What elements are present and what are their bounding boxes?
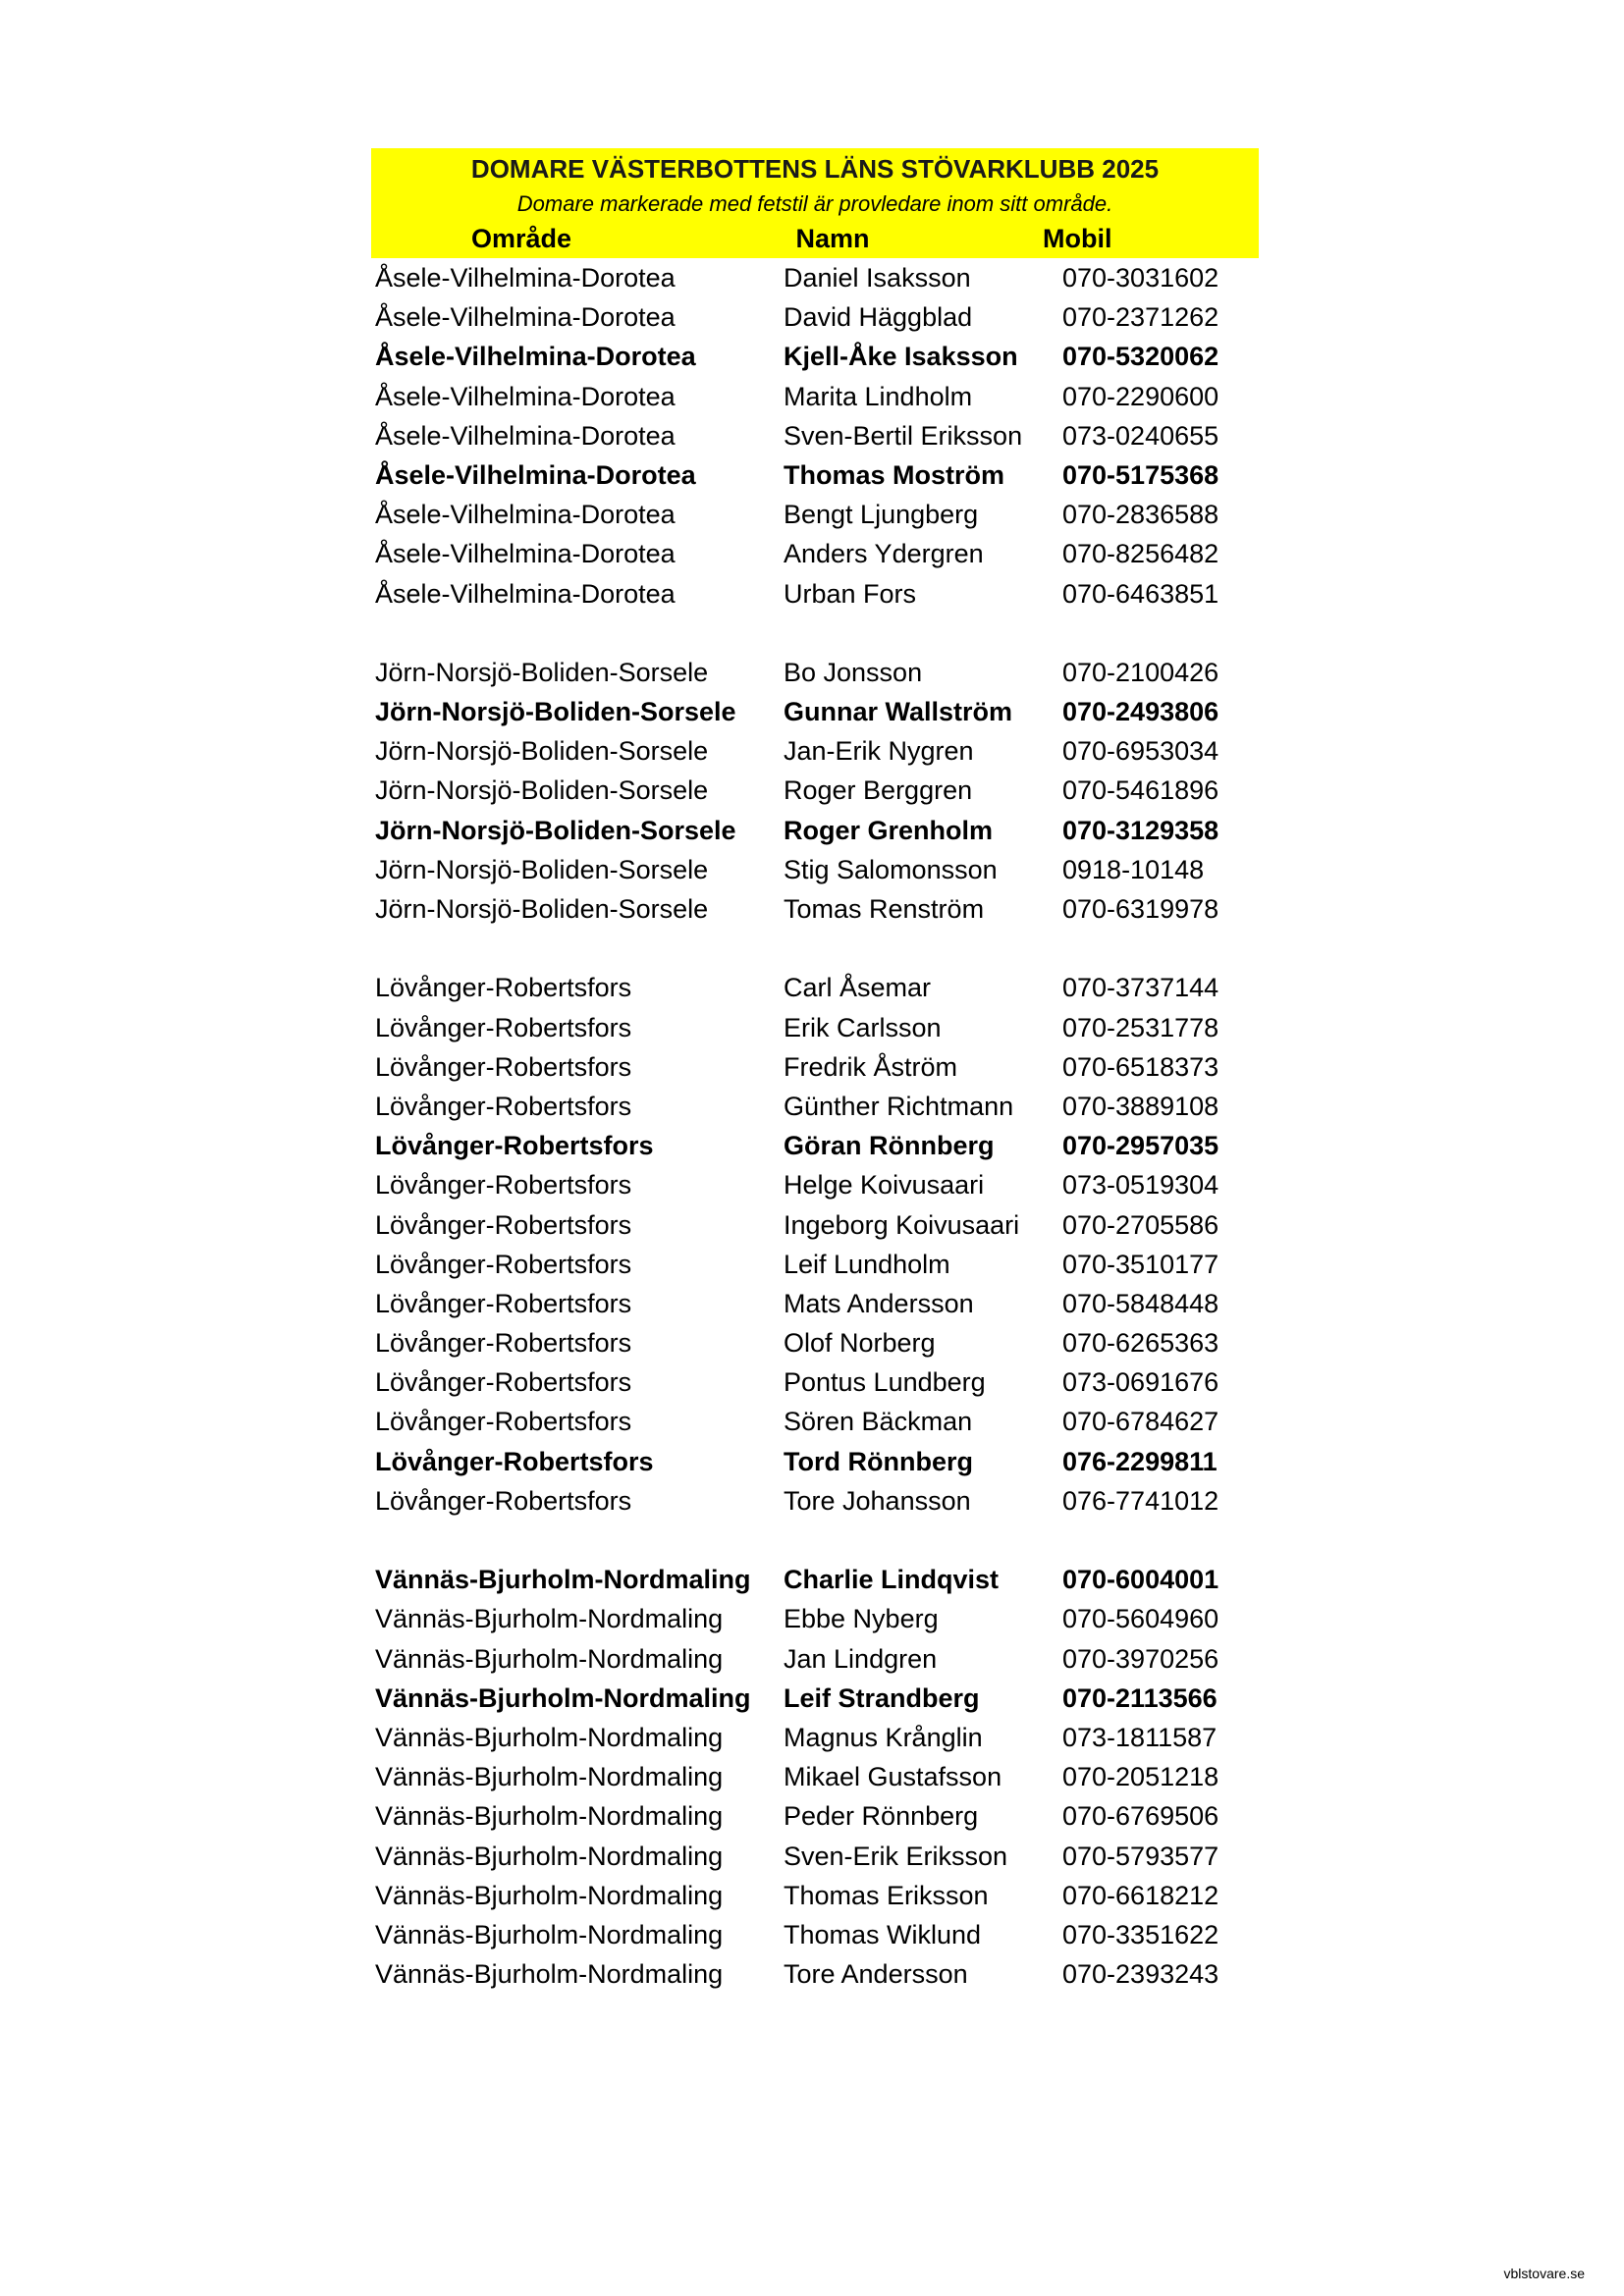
table-row bbox=[371, 1284, 1259, 1323]
name-cell: Gunnar Wallström bbox=[784, 697, 1013, 727]
area-cell: Jörn-Norsjö-Boliden-Sorsele bbox=[375, 657, 709, 687]
table-row bbox=[371, 1639, 1259, 1679]
table-row bbox=[371, 1245, 1259, 1284]
name-cell: Kjell-Åke Isaksson bbox=[784, 342, 1018, 372]
table-row bbox=[371, 771, 1259, 810]
area-cell: Åsele-Vilhelmina-Dorotea bbox=[375, 459, 696, 490]
judges-sheet bbox=[371, 148, 1259, 1994]
area-cell: Åsele-Vilhelmina-Dorotea bbox=[375, 263, 676, 293]
phone-cell: 070-6953034 bbox=[1062, 736, 1219, 767]
name-cell: Tord Rönnberg bbox=[784, 1446, 973, 1476]
name-cell: Leif Strandberg bbox=[784, 1682, 980, 1713]
group-separator bbox=[371, 614, 1259, 653]
table-row bbox=[371, 416, 1259, 455]
name-cell: Magnus Krånglin bbox=[784, 1722, 983, 1752]
phone-cell: 073-0691676 bbox=[1062, 1367, 1219, 1398]
phone-cell: 070-2836588 bbox=[1062, 500, 1219, 530]
area-cell: Vännäs-Bjurholm-Nordmaling bbox=[375, 1919, 724, 1949]
phone-cell: 070-6518373 bbox=[1062, 1051, 1219, 1082]
name-cell: Stig Salomonsson bbox=[784, 854, 998, 884]
group-separator bbox=[371, 929, 1259, 968]
table-row bbox=[371, 1323, 1259, 1362]
phone-cell: 070-5604960 bbox=[1062, 1604, 1219, 1634]
name-cell: Ebbe Nyberg bbox=[784, 1604, 939, 1634]
judges-table bbox=[371, 258, 1259, 1994]
name-cell: Bengt Ljungberg bbox=[784, 500, 979, 530]
table-row bbox=[371, 1679, 1259, 1718]
group-separator bbox=[371, 1521, 1259, 1560]
phone-cell: 070-6319978 bbox=[1062, 894, 1219, 924]
name-cell: Thomas Wiklund bbox=[784, 1919, 982, 1949]
name-cell: Tomas Renström bbox=[784, 894, 985, 924]
phone-cell: 070-2705586 bbox=[1062, 1209, 1219, 1240]
area-cell: Vännäs-Bjurholm-Nordmaling bbox=[375, 1604, 724, 1634]
phone-cell: 070-3737144 bbox=[1062, 973, 1219, 1003]
name-cell: Helge Koivusaari bbox=[784, 1170, 985, 1201]
name-cell: Erik Carlsson bbox=[784, 1012, 942, 1042]
name-cell: Jan Lindgren bbox=[784, 1643, 938, 1674]
name-cell: Göran Rönnberg bbox=[784, 1131, 995, 1161]
area-cell: Lövånger-Robertsfors bbox=[375, 1170, 632, 1201]
table-row bbox=[371, 1876, 1259, 1915]
area-cell: Lövånger-Robertsfors bbox=[375, 1407, 632, 1437]
phone-cell: 070-5175368 bbox=[1062, 459, 1219, 490]
area-cell: Lövånger-Robertsfors bbox=[375, 1446, 654, 1476]
area-cell: Jörn-Norsjö-Boliden-Sorsele bbox=[375, 697, 736, 727]
phone-cell: 070-8256482 bbox=[1062, 539, 1219, 569]
column-header-name: Namn bbox=[795, 224, 870, 253]
table-row bbox=[371, 1008, 1259, 1047]
name-cell: Marita Lindholm bbox=[784, 381, 973, 411]
area-cell: Åsele-Vilhelmina-Dorotea bbox=[375, 302, 676, 333]
area-cell: Lövånger-Robertsfors bbox=[375, 1288, 632, 1318]
phone-cell: 070-2100426 bbox=[1062, 657, 1219, 687]
phone-cell: 076-7741012 bbox=[1062, 1485, 1219, 1516]
name-cell: Fredrik Åström bbox=[784, 1051, 958, 1082]
area-cell: Åsele-Vilhelmina-Dorotea bbox=[375, 539, 676, 569]
area-cell: Jörn-Norsjö-Boliden-Sorsele bbox=[375, 775, 709, 806]
phone-cell: 070-2371262 bbox=[1062, 302, 1219, 333]
area-cell: Jörn-Norsjö-Boliden-Sorsele bbox=[375, 815, 736, 845]
name-cell: Sven-Bertil Eriksson bbox=[784, 420, 1023, 451]
name-cell: Mikael Gustafsson bbox=[784, 1762, 1002, 1792]
table-row bbox=[371, 337, 1259, 376]
area-cell: Lövånger-Robertsfors bbox=[375, 1209, 632, 1240]
phone-cell: 070-6769506 bbox=[1062, 1801, 1219, 1832]
table-row bbox=[371, 1837, 1259, 1876]
phone-cell: 070-2113566 bbox=[1062, 1682, 1218, 1713]
phone-cell: 070-3129358 bbox=[1062, 815, 1219, 845]
name-cell: Sören Bäckman bbox=[784, 1407, 973, 1437]
header-banner bbox=[371, 148, 1259, 258]
phone-cell: 070-2290600 bbox=[1062, 381, 1219, 411]
area-cell: Åsele-Vilhelmina-Dorotea bbox=[375, 420, 676, 451]
area-cell: Lövånger-Robertsfors bbox=[375, 1485, 632, 1516]
phone-cell: 070-5793577 bbox=[1062, 1841, 1219, 1871]
phone-cell: 070-5461896 bbox=[1062, 775, 1219, 806]
table-row bbox=[371, 653, 1259, 692]
phone-cell: 070-2957035 bbox=[1062, 1131, 1219, 1161]
table-row bbox=[371, 574, 1259, 614]
phone-cell: 073-0519304 bbox=[1062, 1170, 1219, 1201]
area-cell: Vännäs-Bjurholm-Nordmaling bbox=[375, 1801, 724, 1832]
table-row bbox=[371, 1560, 1259, 1599]
name-cell: Daniel Isaksson bbox=[784, 263, 971, 293]
table-row bbox=[371, 1126, 1259, 1165]
name-cell: Roger Berggren bbox=[784, 775, 973, 806]
phone-cell: 070-3351622 bbox=[1062, 1919, 1219, 1949]
area-cell: Lövånger-Robertsfors bbox=[375, 1012, 632, 1042]
phone-cell: 0918-10148 bbox=[1062, 854, 1205, 884]
table-row bbox=[371, 495, 1259, 534]
name-cell: Olof Norberg bbox=[784, 1328, 936, 1359]
table-row bbox=[371, 1442, 1259, 1481]
phone-cell: 070-6265363 bbox=[1062, 1328, 1219, 1359]
column-header-area: Område bbox=[470, 224, 572, 253]
column-header-phone: Mobil bbox=[1043, 224, 1112, 253]
name-cell: David Häggblad bbox=[784, 302, 973, 333]
area-cell: Vännäs-Bjurholm-Nordmaling bbox=[375, 1565, 751, 1595]
phone-cell: 070-3031602 bbox=[1062, 263, 1219, 293]
name-cell: Anders Ydergren bbox=[784, 539, 984, 569]
name-cell: Roger Grenholm bbox=[784, 815, 994, 845]
area-cell: Vännäs-Bjurholm-Nordmaling bbox=[375, 1722, 724, 1752]
table-row bbox=[371, 731, 1259, 771]
area-cell: Vännäs-Bjurholm-Nordmaling bbox=[375, 1841, 724, 1871]
table-row bbox=[371, 258, 1259, 297]
area-cell: Åsele-Vilhelmina-Dorotea bbox=[375, 381, 676, 411]
area-cell: Lövånger-Robertsfors bbox=[375, 1051, 632, 1082]
site-footer: vblstovare.se bbox=[1503, 2266, 1585, 2281]
table-row bbox=[371, 1796, 1259, 1836]
table-row bbox=[371, 377, 1259, 416]
name-cell: Peder Rönnberg bbox=[784, 1801, 979, 1832]
table-row bbox=[371, 1402, 1259, 1441]
area-cell: Lövånger-Robertsfors bbox=[375, 1249, 632, 1279]
name-cell: Urban Fors bbox=[784, 578, 917, 609]
name-cell: Thomas Moström bbox=[784, 459, 1005, 490]
table-row bbox=[371, 1599, 1259, 1638]
phone-cell: 070-2493806 bbox=[1062, 697, 1219, 727]
name-cell: Thomas Eriksson bbox=[784, 1880, 989, 1910]
phone-cell: 073-0240655 bbox=[1062, 420, 1219, 451]
phone-cell: 070-6463851 bbox=[1062, 578, 1219, 609]
phone-cell: 070-5848448 bbox=[1062, 1288, 1219, 1318]
phone-cell: 070-6004001 bbox=[1062, 1565, 1219, 1595]
phone-cell: 070-2531778 bbox=[1062, 1012, 1219, 1042]
table-row bbox=[371, 1915, 1259, 1954]
lead-note: Domare markerade med fetstil är provledare inom sitt område. bbox=[516, 191, 1113, 216]
name-cell: Bo Jonsson bbox=[784, 657, 923, 687]
area-cell: Vännäs-Bjurholm-Nordmaling bbox=[375, 1880, 724, 1910]
area-cell: Åsele-Vilhelmina-Dorotea bbox=[375, 342, 696, 372]
area-cell: Lövånger-Robertsfors bbox=[375, 1131, 654, 1161]
table-row bbox=[371, 1757, 1259, 1796]
name-cell: Tore Andersson bbox=[784, 1959, 968, 1990]
phone-cell: 073-1811587 bbox=[1062, 1722, 1218, 1752]
table-row bbox=[371, 968, 1259, 1007]
area-cell: Lövånger-Robertsfors bbox=[375, 1367, 632, 1398]
area-cell: Jörn-Norsjö-Boliden-Sorsele bbox=[375, 736, 709, 767]
area-cell: Jörn-Norsjö-Boliden-Sorsele bbox=[375, 854, 709, 884]
phone-cell: 070-2393243 bbox=[1062, 1959, 1219, 1990]
area-cell: Lövånger-Robertsfors bbox=[375, 1328, 632, 1359]
name-cell: Jan-Erik Nygren bbox=[784, 736, 974, 767]
column-headers bbox=[371, 219, 1259, 258]
phone-cell: 070-2051218 bbox=[1062, 1762, 1219, 1792]
table-row bbox=[371, 1047, 1259, 1087]
table-row bbox=[371, 534, 1259, 573]
table-row bbox=[371, 850, 1259, 889]
area-cell: Åsele-Vilhelmina-Dorotea bbox=[375, 578, 676, 609]
area-cell: Vännäs-Bjurholm-Nordmaling bbox=[375, 1682, 751, 1713]
name-cell: Pontus Lundberg bbox=[784, 1367, 986, 1398]
table-row bbox=[371, 1481, 1259, 1521]
table-row bbox=[371, 1718, 1259, 1757]
area-cell: Vännäs-Bjurholm-Nordmaling bbox=[375, 1643, 724, 1674]
table-row bbox=[371, 1954, 1259, 1994]
name-cell: Sven-Erik Eriksson bbox=[784, 1841, 1008, 1871]
area-cell: Åsele-Vilhelmina-Dorotea bbox=[375, 500, 676, 530]
table-row bbox=[371, 811, 1259, 850]
table-row bbox=[371, 889, 1259, 929]
phone-cell: 076-2299811 bbox=[1062, 1446, 1218, 1476]
name-cell: Ingeborg Koivusaari bbox=[784, 1209, 1020, 1240]
table-row bbox=[371, 692, 1259, 731]
phone-cell: 070-3510177 bbox=[1062, 1249, 1219, 1279]
phone-cell: 070-3889108 bbox=[1062, 1091, 1219, 1121]
page-title: DOMARE VÄSTERBOTTENS LÄNS STÖVARKLUBB 2025 bbox=[470, 154, 1160, 184]
table-row bbox=[371, 1362, 1259, 1402]
table-row bbox=[371, 455, 1259, 495]
table-row bbox=[371, 1165, 1259, 1204]
name-cell: Tore Johansson bbox=[784, 1485, 971, 1516]
name-cell: Mats Andersson bbox=[784, 1288, 974, 1318]
table-row bbox=[371, 1087, 1259, 1126]
area-cell: Jörn-Norsjö-Boliden-Sorsele bbox=[375, 894, 709, 924]
phone-cell: 070-3970256 bbox=[1062, 1643, 1219, 1674]
name-cell: Günther Richtmann bbox=[784, 1091, 1014, 1121]
phone-cell: 070-6618212 bbox=[1062, 1880, 1219, 1910]
name-cell: Carl Åsemar bbox=[784, 973, 932, 1003]
area-cell: Lövånger-Robertsfors bbox=[375, 973, 632, 1003]
table-row bbox=[371, 297, 1259, 337]
name-cell: Leif Lundholm bbox=[784, 1249, 950, 1279]
phone-cell: 070-6784627 bbox=[1062, 1407, 1219, 1437]
table-row bbox=[371, 1205, 1259, 1245]
area-cell: Vännäs-Bjurholm-Nordmaling bbox=[375, 1762, 724, 1792]
phone-cell: 070-5320062 bbox=[1062, 342, 1219, 372]
name-cell: Charlie Lindqvist bbox=[784, 1565, 1000, 1595]
area-cell: Vännäs-Bjurholm-Nordmaling bbox=[375, 1959, 724, 1990]
area-cell: Lövånger-Robertsfors bbox=[375, 1091, 632, 1121]
